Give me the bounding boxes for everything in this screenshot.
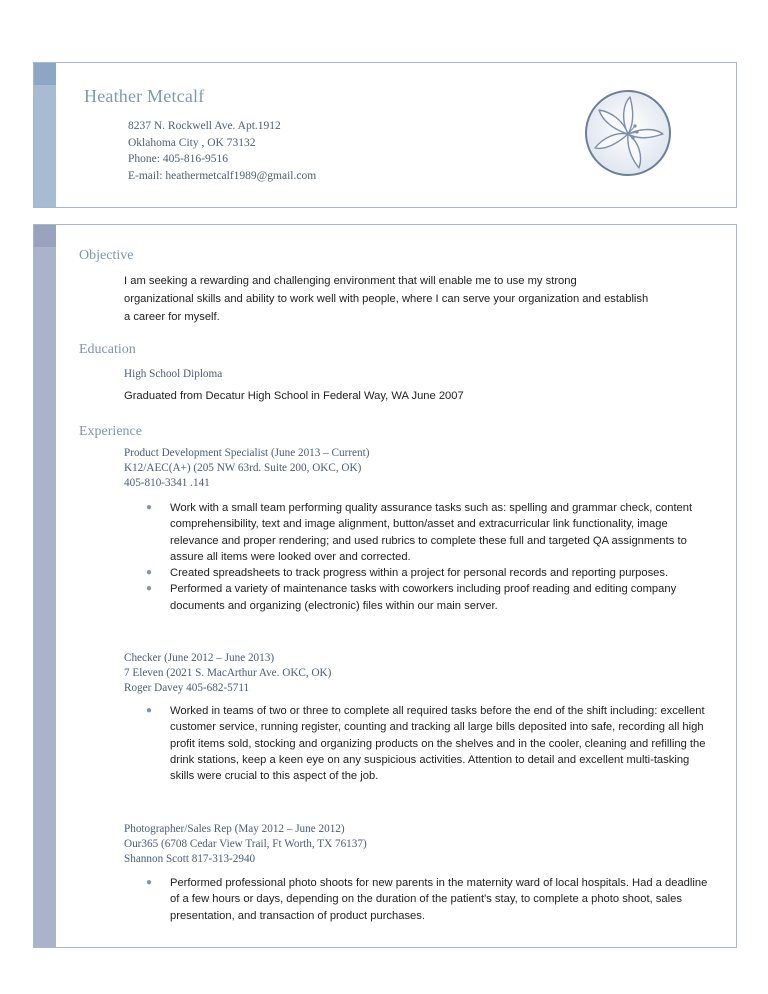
job-company: Our365 (6708 Cedar View Trail, Ft Worth, TX 76137) (124, 838, 367, 850)
objective-line: a career for myself. (124, 311, 220, 323)
job-title: Photographer/Sales Rep (May 2012 – June 2012) (124, 823, 345, 835)
job-title: Product Development Specialist (June 2013 – Current) (124, 447, 370, 459)
candidate-name: Heather Metcalf (84, 86, 205, 106)
bullet-icon: ● (146, 877, 153, 888)
education-heading: Education (79, 342, 136, 357)
contact-block (128, 118, 316, 184)
bullet-icon: ● (146, 583, 153, 595)
objective-text (124, 272, 648, 326)
city-line: Oklahoma City , OK 73132 (128, 136, 256, 149)
address-line: 8237 N. Rockwell Ave. Apt.1912 (128, 120, 281, 132)
bullet-icon: ● (146, 705, 153, 716)
experience-heading: Experience (79, 424, 142, 439)
job-contact: Shannon Scott 817-313-2940 (124, 853, 256, 865)
job-company: 7 Eleven (2021 S. MacArthur Ave. OKC, OK) (124, 667, 332, 679)
job-bullet-list (146, 500, 716, 614)
list-item: ● Created spreadsheets to track progress within a project for personal records and reporting purposes. (146, 565, 716, 581)
job-contact: 405-810-3341 .141 (124, 477, 210, 489)
objective-line: organizational skills and ability to work well with people, where I can serve your organization and establish (124, 293, 649, 305)
list-item: ● Performed a variety of maintenance tasks with coworkers including proof reading and editing company documents and organizing (electronic) files within our main server. (146, 583, 677, 612)
objective-heading: Objective (79, 248, 134, 263)
list-item: ● Work with a small team performing quality assurance tasks such as: spelling and grammar check, content comprehensibility, text and image alignment, button/asset and extracurricular link functionality, image relevance and proper rendering; and used rubrics to complete these full and targeted QA assignments to assure all items were looked over and corrected. (146, 502, 693, 563)
objective-line: I am seeking a rewarding and challenging environment that will enable me to use my strong (124, 275, 577, 287)
list-item: ● Worked in teams of two or three to complete all required tasks before the end of the shift including: excellent customer service, running register, counting and tracking all large bills deposited into safe, recording all high profit items sold, stocking and organizing products on the shelves and in the cooler, cleaning and refilling the drink stations, keep a keen eye on any suspicious activities. Attention to detail and excellent multi-tasking skills were crucial to this aspect of the job. (146, 705, 706, 783)
list-item: ● Performed professional photo shoots for new parents in the maternity ward of local hospitals. Had a deadline of a few hours or days, depending on the duration of the patient's stay, to complete a photo shoot, sales presentation, and transaction of product purchases. (146, 877, 708, 922)
job-title: Checker (June 2012 – June 2013) (124, 652, 275, 664)
lily-flower-icon (583, 88, 673, 178)
main-stripe (34, 225, 56, 947)
phone-line: Phone: 405-816-9516 (128, 153, 228, 165)
education-detail: Graduated from Decatur High School in Federal Way, WA June 2007 (124, 390, 464, 402)
job-bullet-list (146, 703, 716, 784)
email-line: E-mail: heathermetcalf1989@gmail.com (128, 169, 317, 182)
job-company: K12/AEC(A+) (205 NW 63rd. Suite 200, OKC, OK) (124, 462, 362, 474)
bullet-icon: ● (146, 567, 153, 579)
education-degree: High School Diploma (124, 368, 223, 380)
job-contact: Roger Davey 405-682-5711 (124, 682, 250, 694)
job-bullet-list (146, 875, 716, 924)
header-stripe (34, 63, 56, 207)
bullet-icon: ● (146, 502, 153, 513)
